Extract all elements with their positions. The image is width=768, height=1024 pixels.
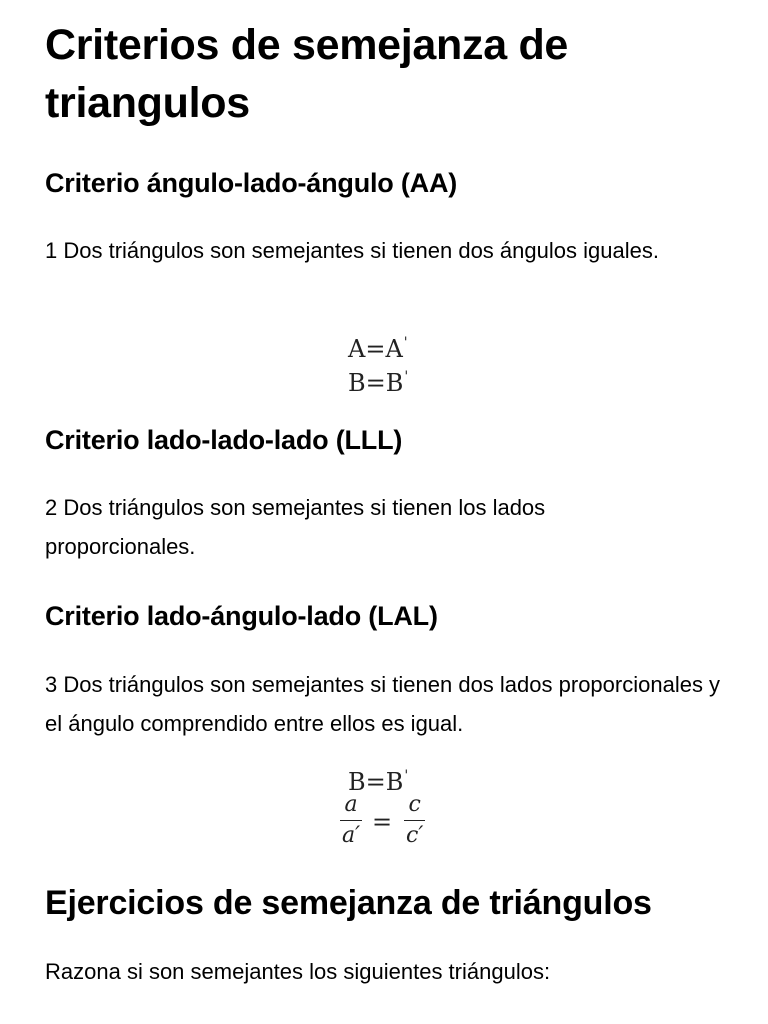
- formula-angle-a: [348, 328, 408, 364]
- fraction-numerator: a: [344, 792, 358, 817]
- fraction-a: [340, 790, 362, 851]
- equals-sign: =: [372, 808, 393, 836]
- section-text-lll: 2 Dos triángulos son semejantes si tienen los lados proporcionales.: [45, 495, 546, 559]
- fraction-numerator: c: [408, 792, 421, 817]
- formula-text: B=B: [348, 768, 404, 796]
- fraction-denominator: a′: [342, 823, 361, 848]
- section-text-aa: 1 Dos triángulos son semejantes si tienen dos ángulos iguales.: [45, 238, 659, 263]
- prime-mark: ': [404, 768, 409, 784]
- prime-mark: ': [404, 369, 409, 385]
- prime-mark: ': [403, 335, 408, 351]
- section-heading-lal: Criterio lado-ángulo-lado (LAL): [45, 601, 438, 631]
- fraction-c: [404, 790, 425, 851]
- formula-text: B=B: [348, 369, 404, 397]
- page-title: Criterios de semejanza de triangulos: [45, 21, 569, 127]
- exercises-heading: Ejercicios de semejanza de triángulos: [45, 884, 652, 922]
- formula-angle-b: [348, 362, 408, 398]
- formula-text: A=A: [348, 335, 403, 363]
- fraction-denominator: c′: [406, 823, 424, 848]
- section-heading-aa: Criterio ángulo-lado-ángulo (AA): [45, 168, 458, 198]
- section-text-lal: 3 Dos triángulos son semejantes si tienen dos lados proporcionales y el ángulo comprendido entre ellos es igual.: [45, 672, 721, 736]
- section-heading-lll: Criterio lado-lado-lado (LLL): [45, 425, 403, 455]
- exercises-text: Razona si son semejantes los siguientes triángulos:: [45, 959, 551, 984]
